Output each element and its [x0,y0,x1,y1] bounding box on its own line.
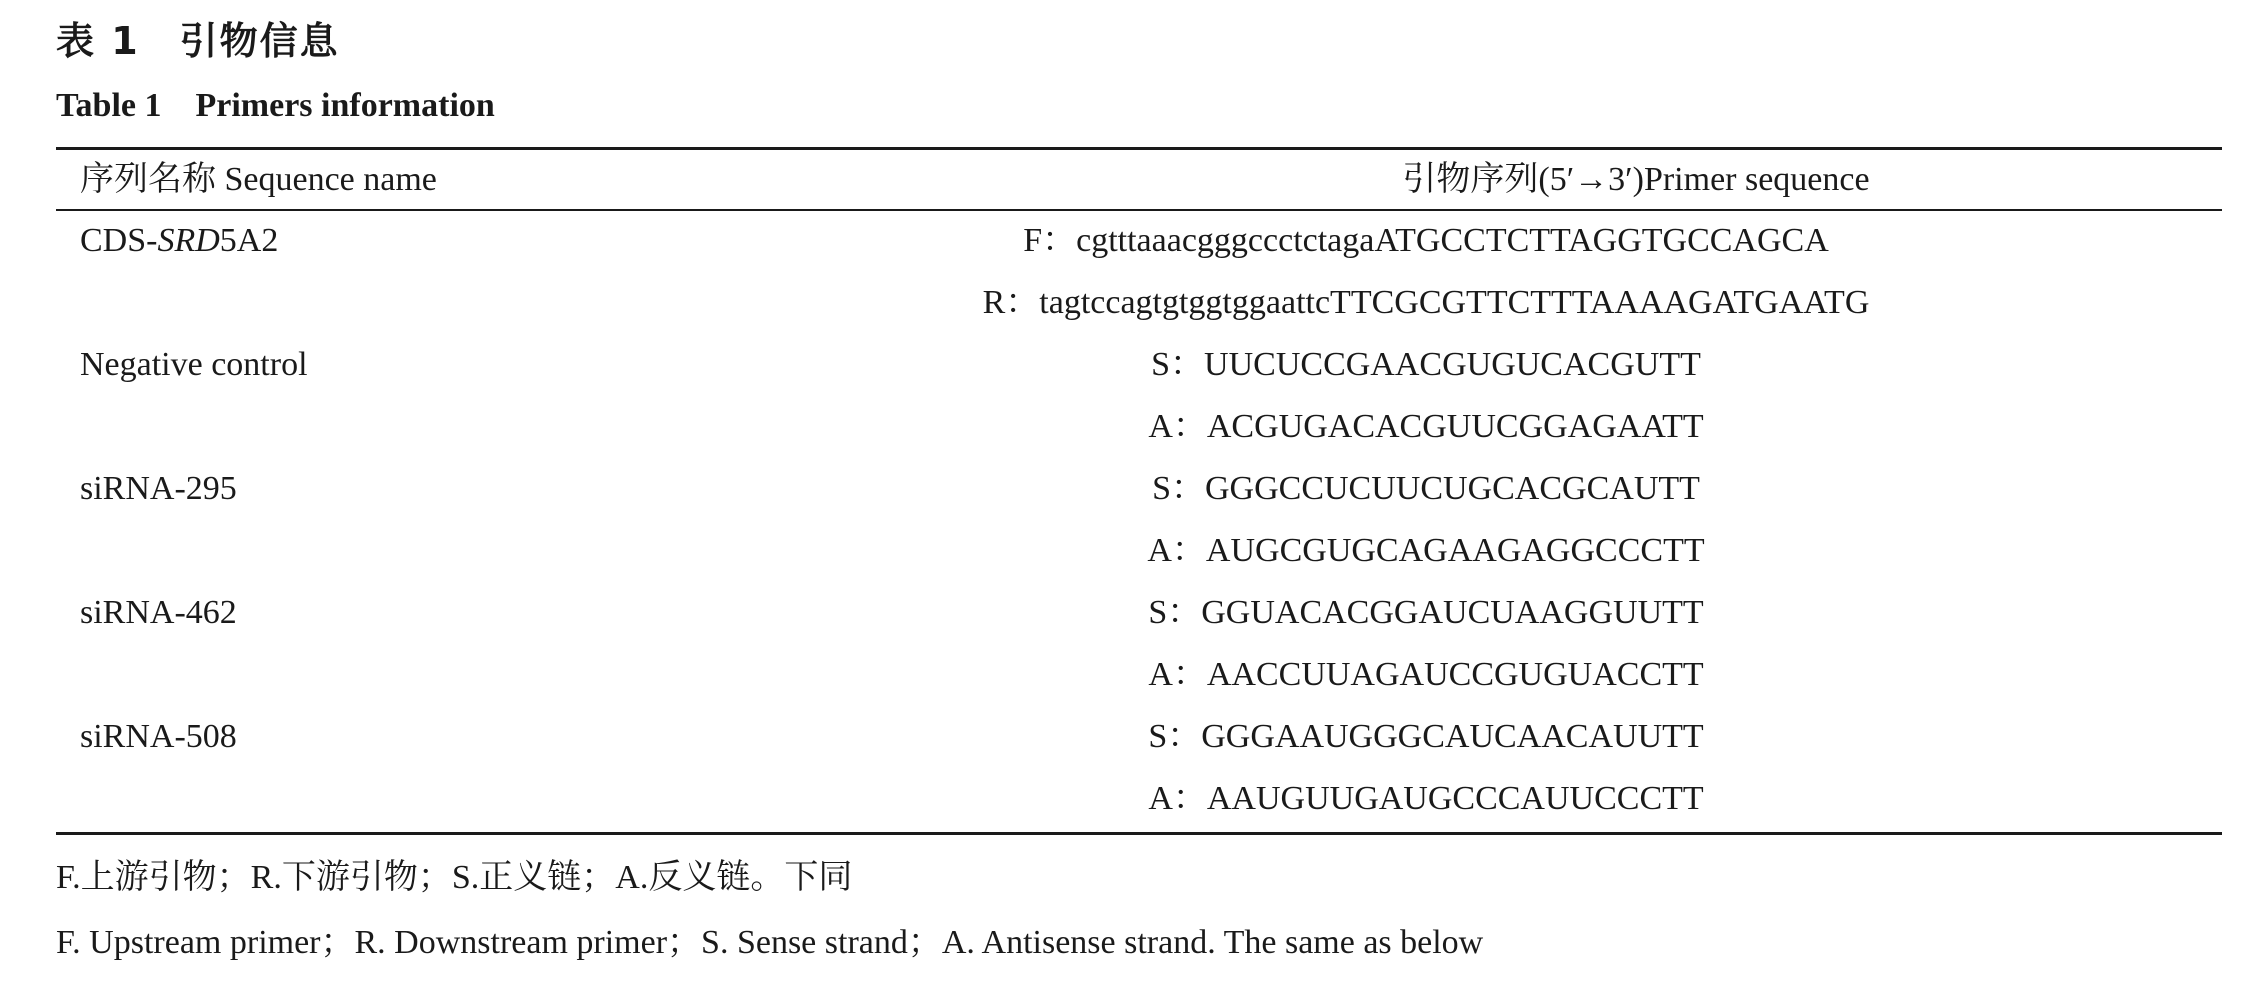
table-row [56,582,2222,644]
bottom-rule [56,832,2222,835]
table-row [56,272,2222,334]
table-row [56,458,2222,520]
primer-sequence-cell: S：UUCUCCGAACGUGUCACGUTT [1151,346,1701,383]
sequence-name-cell: Negative control [80,346,308,383]
sequence-name-cell: siRNA-295 [80,470,237,507]
header-sequence-name: 序列名称 Sequence name [80,161,437,198]
table-caption-cn: 表 1 引物信息 [56,19,340,63]
primer-sequence-cell: S：GGGAAUGGGCAUCAACAUUTT [1148,718,1704,755]
table-note-cn: F.上游引物；R.下游引物；S.正义链；A.反义链。下同 [56,859,853,896]
primer-sequence-cell: A：ACGUGACACGUUCGGAGAATT [1148,408,1704,445]
primer-sequence-cell: S：GGUACACGGAUCUAAGGUUTT [1148,594,1704,631]
primer-sequence-cell: A：AAUGUUGAUGCCCAUUCCCTT [1148,780,1704,817]
sequence-name-cell: siRNA-462 [80,594,237,631]
name-suffix: 5A2 [219,222,279,259]
table-row [56,210,2222,272]
table-row [56,520,2222,582]
gene-symbol: SRD [157,222,220,259]
table-note-en: F. Upstream primer；R. Downstream primer；S. Sense strand；A. Antisense strand. The same as below [56,924,1484,961]
table-row [56,706,2222,768]
table-row [56,644,2222,706]
table-row [56,396,2222,458]
top-rule [56,147,2222,150]
sequence-name-cell: siRNA-508 [80,718,237,755]
sequence-name-cell [80,217,278,265]
header-primer-sequence: 引物序列(5′→3′)Primer sequence [1402,161,1870,198]
table-row [56,768,2222,830]
primer-sequence-cell: S：GGGCCUCUUCUGCACGCAUTT [1152,470,1700,507]
table-row [56,334,2222,396]
name-prefix: CDS- [80,222,158,259]
primer-sequence-cell: R：tagtccagtgtggtggaattcTTCGCGTTCTTTAAAAGATGAATG [982,284,1870,321]
primer-sequence-cell: F：cgtttaaacgggccctctagaATGCCTCTTAGGTGCCAGCA [1023,222,1829,259]
primer-sequence-cell: A：AACCUUAGAUCCGUGUACCTT [1148,656,1704,693]
primer-sequence-cell: A：AUGCGUGCAGAAGAGGCCCTT [1147,532,1705,569]
table-caption-en: Table 1 Primers information [56,87,495,124]
